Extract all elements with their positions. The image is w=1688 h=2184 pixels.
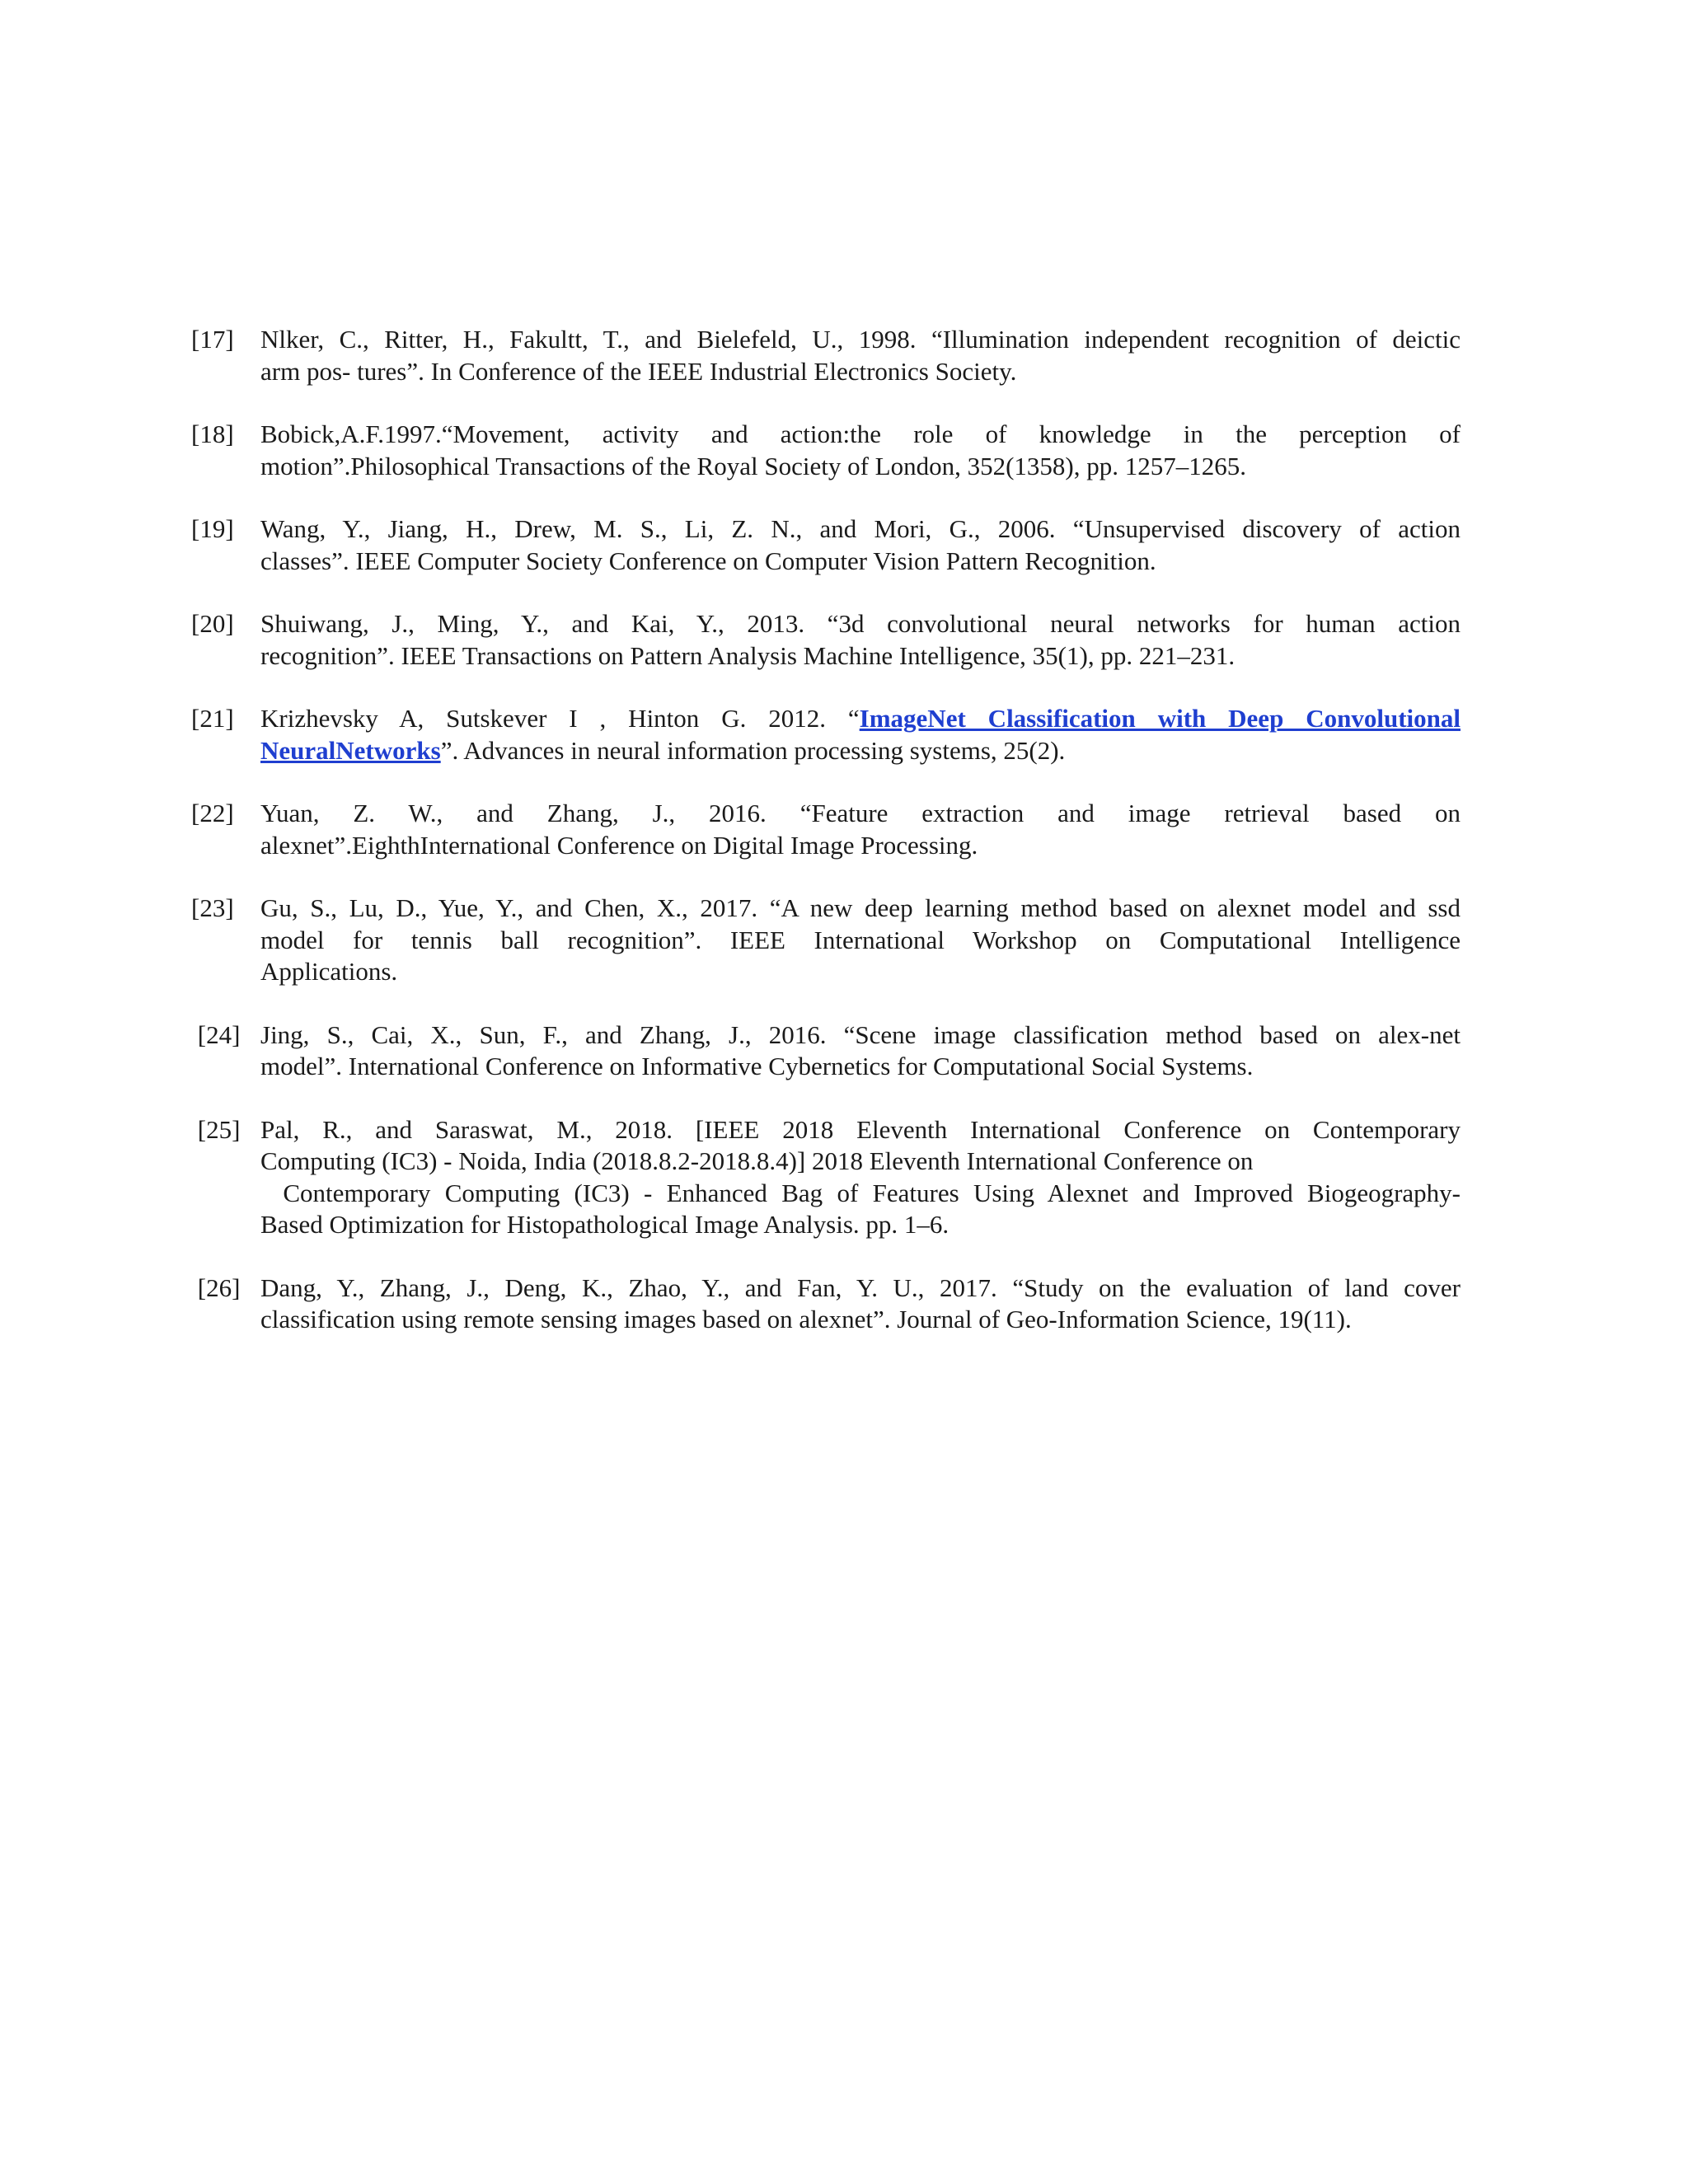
reference-line: Nlker, C., Ritter, H., Fakultt, T., and Bielefeld, U., 1998. “Illumination independent recognition of deictic (260, 325, 1461, 354)
reference-line: recognition”. IEEE Transactions on Pattern Analysis Machine Intelligence, 35(1), pp. 221–231. (260, 640, 1236, 670)
reference-26 (191, 1272, 1461, 1336)
reference-text-prefix: Krizhevsky A, Sutskever I , Hinton G. 2012. “ (260, 704, 860, 733)
reference-line: Bobick,A.F.1997.“Movement, activity and action:the role of knowledge in the perception of (260, 419, 1461, 448)
reference-line: Pal, R., and Saraswat, M., 2018. [IEEE 2018 Eleventh International Conference on Contemporary (260, 1114, 1461, 1144)
reference-number: [17] (191, 325, 234, 354)
reference-20 (191, 608, 1461, 672)
reference-line: classes”. IEEE Computer Society Conference on Computer Vision Pattern Recognition. (260, 546, 1156, 575)
reference-line: arm pos- tures”. In Conference of the IEEE Industrial Electronics Society. (260, 356, 1017, 386)
reference-line: Dang, Y., Zhang, J., Deng, K., Zhao, Y., and Fan, Y. U., 2017. “Study on the evaluation of land cover (260, 1272, 1461, 1302)
reference-line: Computing (IC3) - Noida, India (2018.8.2-2018.8.4)] 2018 Eleventh International Conference on (260, 1146, 1254, 1175)
reference-text (260, 608, 1461, 672)
reference-number: [23] (191, 893, 234, 922)
reference-number: [22] (191, 799, 234, 827)
reference-text (260, 1019, 1461, 1083)
reference-number: [20] (191, 609, 234, 638)
reference-line (260, 735, 1461, 767)
paper-title-link-continued[interactable]: NeuralNetworks (260, 735, 441, 765)
reference-text (260, 703, 1461, 766)
reference-text (260, 513, 1461, 577)
reference-number: [26] (191, 1272, 241, 1302)
reference-line: Yuan, Z. W., and Zhang, J., 2016. “Feature extraction and image retrieval based on (260, 799, 1461, 827)
reference-22 (191, 798, 1461, 861)
reference-line: Shuiwang, J., Ming, Y., and Kai, Y., 2013. “3d convolutional neural networks for human action (260, 609, 1461, 638)
reference-line: Applications. (260, 957, 398, 986)
reference-line: model”. International Conference on Informative Cybernetics for Computational Social Systems. (260, 1052, 1254, 1080)
reference-line: Wang, Y., Jiang, H., Drew, M. S., Li, Z. N., and Mori, G., 2006. “Unsupervised discovery of action (260, 514, 1461, 543)
reference-text (260, 798, 1461, 861)
reference-line: motion”.Philosophical Transactions of the Royal Society of London, 352(1358), pp. 1257–1265. (260, 451, 1246, 480)
reference-17 (191, 324, 1461, 387)
reference-25 (191, 1114, 1461, 1241)
reference-line: Contemporary Computing (IC3) - Enhanced Bag of Features Using Alexnet and Improved Biogeography- (269, 1178, 1461, 1207)
reference-list (191, 324, 1461, 1367)
reference-line: classification using remote sensing images based on alexnet”. Journal of Geo-Information Science, 19(11). (260, 1305, 1352, 1333)
reference-number: [21] (191, 704, 234, 733)
paper-title-link[interactable]: ImageNet Classification with Deep Convolutional (859, 704, 1461, 733)
reference-text (260, 893, 1461, 988)
reference-number: [24] (191, 1019, 241, 1049)
reference-line: Jing, S., Cai, X., Sun, F., and Zhang, J., 2016. “Scene image classification method based on alex-net (260, 1019, 1461, 1049)
reference-number: [19] (191, 514, 234, 543)
reference-18 (191, 419, 1461, 482)
reference-line: model for tennis ball recognition”. IEEE International Workshop on Computational Intelligence (260, 925, 1461, 954)
reference-21 (191, 703, 1461, 766)
reference-text (260, 1114, 1461, 1241)
reference-text-suffix: ”. Advances in neural information processing systems, 25(2). (440, 735, 1066, 765)
reference-19 (191, 513, 1461, 577)
reference-24 (191, 1019, 1461, 1083)
reference-line (260, 703, 1461, 735)
reference-text (260, 419, 1461, 482)
reference-number: [18] (191, 419, 234, 448)
reference-number: [25] (191, 1114, 241, 1144)
reference-text (260, 324, 1461, 387)
reference-line: Gu, S., Lu, D., Yue, Y., and Chen, X., 2017. “A new deep learning method based on alexnet model and ssd (260, 893, 1461, 922)
reference-23 (191, 893, 1461, 988)
reference-line: alexnet”.EighthInternational Conference on Digital Image Processing. (260, 830, 978, 860)
reference-text (260, 1272, 1461, 1336)
reference-line: Based Optimization for Histopathological Image Analysis. pp. 1–6. (260, 1210, 950, 1239)
